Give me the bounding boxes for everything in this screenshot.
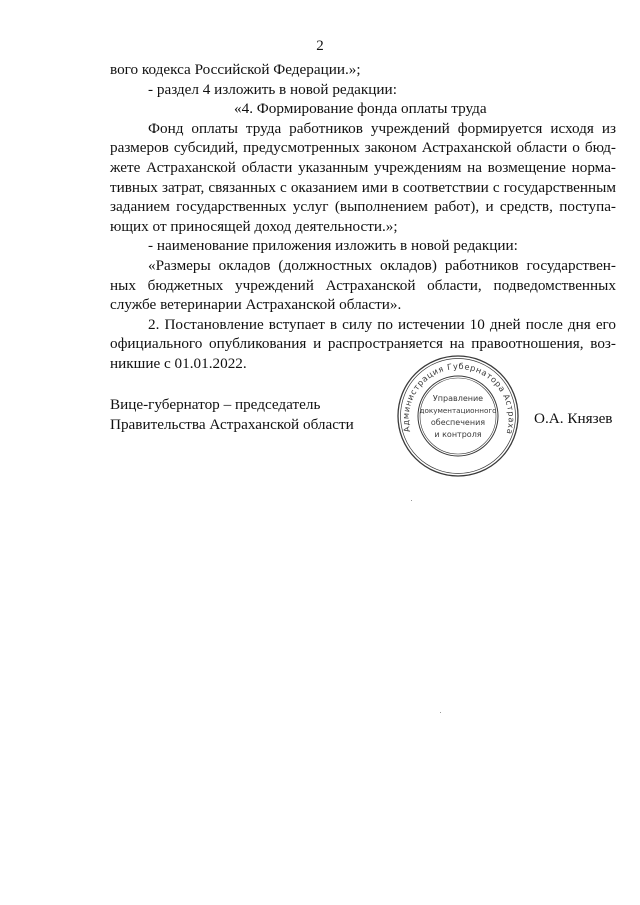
text-line-13: службе ветеринарии Астраханской области».	[110, 296, 402, 314]
page-number: 2	[316, 38, 324, 54]
text-line-2: - раздел 4 изложить в новой редакции:	[148, 80, 397, 98]
position-line-2: Правительства Астраханской области	[110, 415, 354, 433]
signatory-position	[110, 395, 354, 434]
text-line-15: официального опубликования и распространяется на правоотношения, воз-	[110, 335, 616, 353]
text-line-1: вого кодекса Российской Федерации.»;	[110, 61, 361, 78]
scan-speck	[411, 500, 412, 501]
text-line-6: жете Астраханской области указанным учреждениям на возмещение норма-	[110, 158, 616, 176]
stamp-inner-line-2: документационного	[419, 406, 497, 415]
section-heading: «4. Формирование фонда оплаты труда	[234, 100, 487, 118]
stamp-outer-text: Администрация Губернатора Астраха	[400, 360, 517, 436]
stamp-seal-icon	[395, 353, 521, 479]
stamp-inner-line-3: обеспечения	[430, 418, 486, 427]
stamp-inner-line-4: и контроля	[434, 430, 482, 439]
text-line-12: ных бюджетных учреждений Астраханской области, подведомственных	[110, 276, 616, 294]
stamp-inner-line-1: Управление	[432, 394, 484, 403]
text-line-5: размеров субсидий, предусмотренных законом Астраханской области о бюд-	[110, 139, 616, 157]
text-line-4: Фонд оплаты труда работников учреждений формируется исходя из	[148, 119, 616, 137]
text-line-10: - наименование приложения изложить в новой редакции:	[148, 237, 518, 255]
scan-speck	[440, 712, 441, 713]
text-line-7: тивных затрат, связанных с оказанием ими в соответствии с государственным	[110, 178, 616, 196]
document-body	[110, 60, 616, 374]
signatory-name: О.А. Князев	[534, 410, 613, 427]
text-line-16: никшие с 01.01.2022.	[110, 354, 247, 372]
text-line-9: ющих от приносящей доход деятельности.»;	[110, 217, 398, 235]
text-line-14: 2. Постановление вступает в силу по истечении 10 дней после дня его	[148, 315, 616, 333]
text-line-8: заданием государственных услуг (выполнением работ), и средств, поступа-	[110, 198, 616, 216]
official-stamp	[395, 353, 521, 479]
position-line-1: Вице-губернатор – председатель	[110, 396, 321, 413]
text-line-11: «Размеры окладов (должностных окладов) работников государствен-	[148, 256, 616, 274]
